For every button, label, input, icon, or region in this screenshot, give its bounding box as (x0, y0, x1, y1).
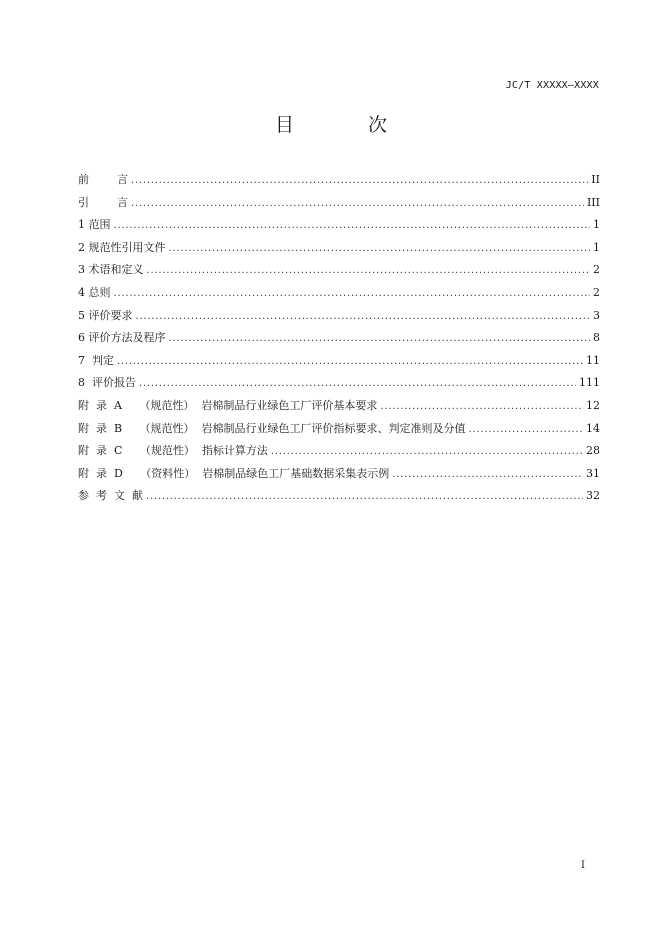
toc-entry-page: III (586, 195, 600, 209)
toc-entry-scope[interactable] (78, 216, 600, 239)
toc-entry-bibliography[interactable] (78, 487, 600, 510)
toc-entry-annex-d[interactable] (78, 465, 600, 488)
toc-entry-judgment[interactable] (78, 352, 600, 375)
toc-entry-label: 8 评价报告 (78, 376, 136, 390)
page-number: I (581, 860, 585, 871)
toc-dot-leader (469, 422, 583, 435)
toc-entry-evaluation-methods[interactable] (78, 329, 600, 352)
toc-entry-evaluation-requirements[interactable] (78, 307, 600, 330)
toc-entry-page: 32 (586, 489, 600, 503)
toc-dot-leader (131, 196, 584, 209)
toc-dot-leader (131, 173, 588, 186)
toc-entry-label: 7 判定 (78, 353, 114, 367)
toc-entry-general[interactable] (78, 284, 600, 307)
toc-entry-label: 附 录 C （规范性） 指标计算方法 (78, 444, 268, 458)
toc-dot-leader (392, 467, 583, 480)
toc-entry-annex-a[interactable] (78, 397, 600, 420)
toc-entry-page: 14 (586, 421, 600, 435)
toc-dot-leader (169, 331, 591, 344)
toc-entry-normative-references[interactable] (78, 239, 600, 262)
toc-entry-label: 附 录 A （规范性） 岩棉制品行业绿色工厂评价基本要求 (78, 398, 378, 412)
toc-entry-annex-c[interactable] (78, 442, 600, 465)
toc-entry-label: 4 总则 (78, 285, 111, 299)
toc-entry-page: II (591, 173, 600, 186)
toc-entry-label: 5 评价要求 (78, 308, 133, 322)
toc-entry-introduction[interactable] (78, 194, 600, 217)
toc-dot-leader (139, 376, 576, 389)
toc-dot-leader (114, 218, 591, 231)
toc-entry-label: 1 范围 (78, 218, 111, 232)
toc-entry-page: 1 (593, 240, 600, 254)
table-of-contents (78, 171, 600, 510)
toc-entry-page: 1 (593, 218, 600, 232)
toc-dot-leader (117, 354, 583, 367)
toc-dot-leader (136, 309, 591, 322)
toc-entry-page: 2 (593, 263, 600, 277)
toc-dot-leader (114, 286, 591, 299)
toc-dot-leader (146, 489, 583, 502)
toc-entry-page: 28 (586, 444, 600, 458)
toc-entry-page: 8 (593, 331, 600, 345)
page-title: 目 次 (274, 114, 422, 136)
document-code: JC/T XXXXX—XXXX (505, 80, 599, 91)
toc-entry-label: 引 言 (78, 195, 128, 209)
toc-dot-leader (169, 241, 591, 254)
toc-entry-foreword[interactable] (78, 171, 600, 194)
toc-dot-leader (271, 444, 583, 457)
toc-entry-page: 3 (593, 308, 600, 322)
toc-entry-label: 3 术语和定义 (78, 263, 144, 277)
toc-entry-annex-b[interactable] (78, 420, 600, 443)
toc-dot-leader (380, 399, 583, 412)
toc-entry-page: 11 (586, 353, 600, 367)
toc-entry-label: 6 评价方法及程序 (78, 331, 166, 345)
toc-entry-evaluation-report[interactable] (78, 374, 600, 397)
toc-entry-label: 2 规范性引用文件 (78, 240, 166, 254)
toc-entry-page: 111 (579, 376, 600, 390)
toc-dot-leader (147, 263, 591, 276)
toc-entry-label: 附 录 B （规范性） 岩棉制品行业绿色工厂评价指标要求、判定准则及分值 (78, 421, 466, 435)
toc-entry-label: 参 考 文 献 (78, 489, 143, 503)
toc-entry-page: 2 (593, 285, 600, 299)
toc-entry-terms-definitions[interactable] (78, 261, 600, 284)
toc-entry-page: 31 (586, 466, 600, 480)
toc-entry-page: 12 (586, 398, 600, 412)
toc-entry-label: 附 录 D （资料性） 岩棉制品绿色工厂基础数据采集表示例 (78, 466, 390, 480)
toc-entry-label: 前 言 (78, 173, 128, 186)
